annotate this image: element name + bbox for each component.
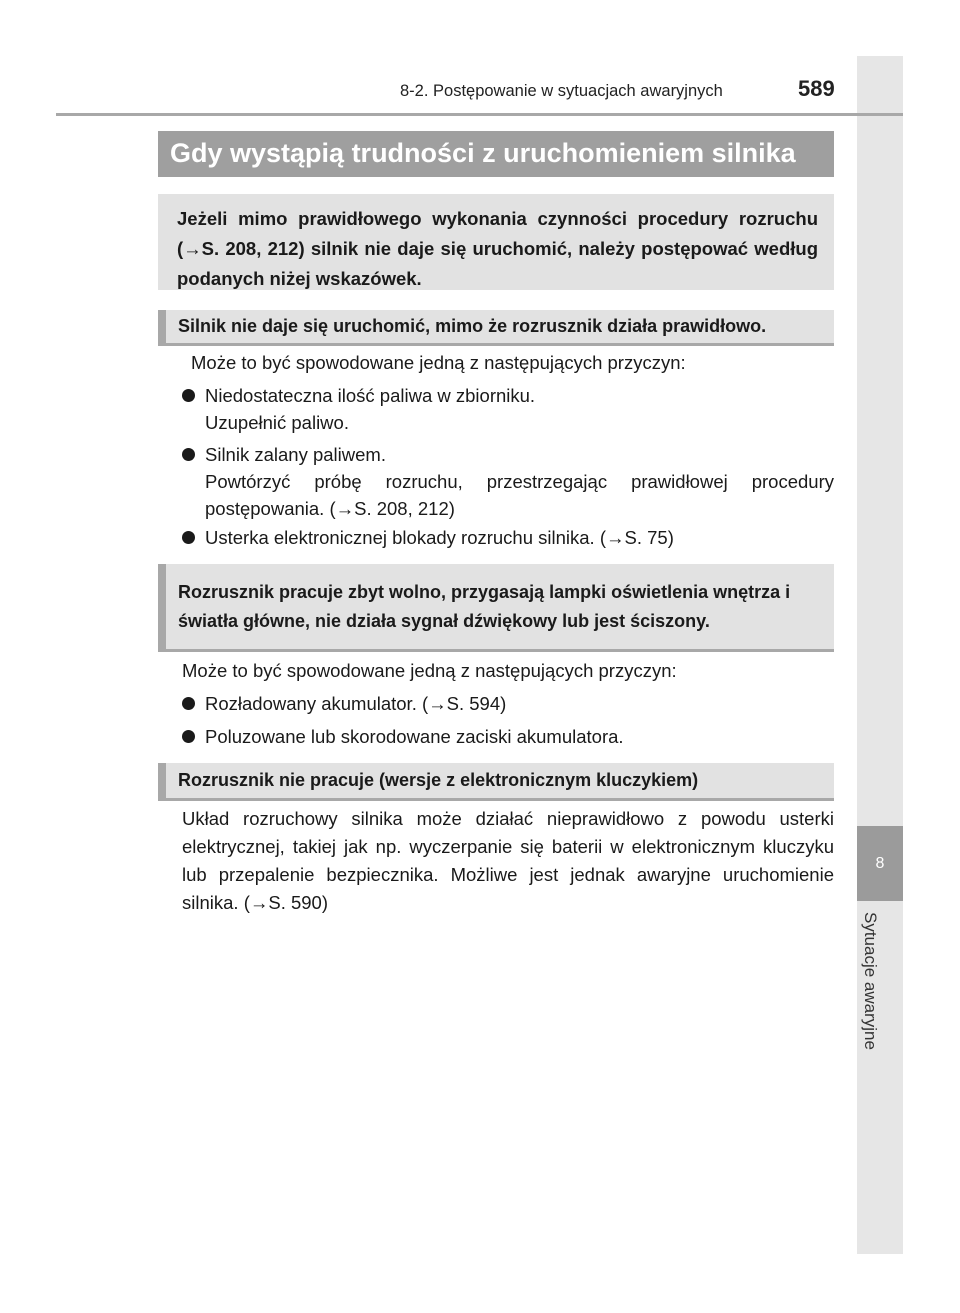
list-item <box>182 690 834 717</box>
bullet-icon <box>182 448 195 461</box>
list-item-main: Poluzowane lub skorodowane zaciski akumulatora. <box>205 726 624 747</box>
chapter-number: 8 <box>857 826 903 901</box>
list-item <box>182 524 834 551</box>
list-item-detail: postępowania. (→S. 208, 212) <box>205 498 455 519</box>
list-item <box>182 382 834 436</box>
list-item-main: Usterka elektronicznej blokady rozruchu silnika. (→S. 75) <box>205 527 674 548</box>
list-item-main: Silnik zalany paliwem. <box>205 444 386 465</box>
section-heading-starter-slow: Rozrusznik pracuje zbyt wolno, przygasają lampki oświetlenia wnętrza i światła główne, nie działa sygnał dźwiękowy lub jest ściszony. <box>158 564 834 652</box>
section-lead: Może to być spowodowane jedną z następujących przyczyn: <box>182 660 677 681</box>
intro-note: Jeżeli mimo prawidłowego wykonania czynności procedury rozruchu (→S. 208, 212) silnik nie daje się uruchomić, należy postępować według podanych niżej wskazówek. <box>158 194 834 290</box>
list-item-main: Rozładowany akumulator. (→S. 594) <box>205 693 507 714</box>
list-item <box>182 723 834 750</box>
chapter-label: Sytuacje awaryjne <box>861 912 880 1050</box>
section-heading-starter-dead: Rozrusznik nie pracuje (wersje z elektronicznym kluczykiem) <box>158 763 834 801</box>
bullet-icon <box>182 697 195 710</box>
bullet-icon <box>182 730 195 743</box>
bullet-icon <box>182 531 195 544</box>
section-body: Układ rozruchowy silnika może działać nieprawidłowo z powodu usterki elektrycznej, takiej jak np. wyczerpanie się baterii w elektronicznym kluczyku lub przepalenie bezpiecznika. Możliwe jest jednak awaryjne uruchomienie silnika. (→S. 590) <box>182 808 834 913</box>
page-number: 589 <box>798 76 835 101</box>
section-lead: Może to być spowodowane jedną z następujących przyczyn: <box>191 352 686 373</box>
list-item-detail: Uzupełnić paliwo. <box>205 412 349 433</box>
header-divider <box>56 113 903 116</box>
bullet-icon <box>182 389 195 402</box>
chapter-side-tab <box>857 56 903 1254</box>
page-title: Gdy wystąpią trudności z uruchomieniem silnika <box>158 131 834 177</box>
list-item <box>182 441 834 522</box>
list-item-detail: Powtórzyć próbę rozruchu, przestrzegając prawidłowej procedury <box>205 471 834 492</box>
list-item-main: Niedostateczna ilość paliwa w zbiorniku. <box>205 385 536 406</box>
section-heading-starter-ok: Silnik nie daje się uruchomić, mimo że rozrusznik działa prawidłowo. <box>158 310 834 346</box>
running-header-section: 8-2. Postępowanie w sytuacjach awaryjnych <box>400 82 723 100</box>
